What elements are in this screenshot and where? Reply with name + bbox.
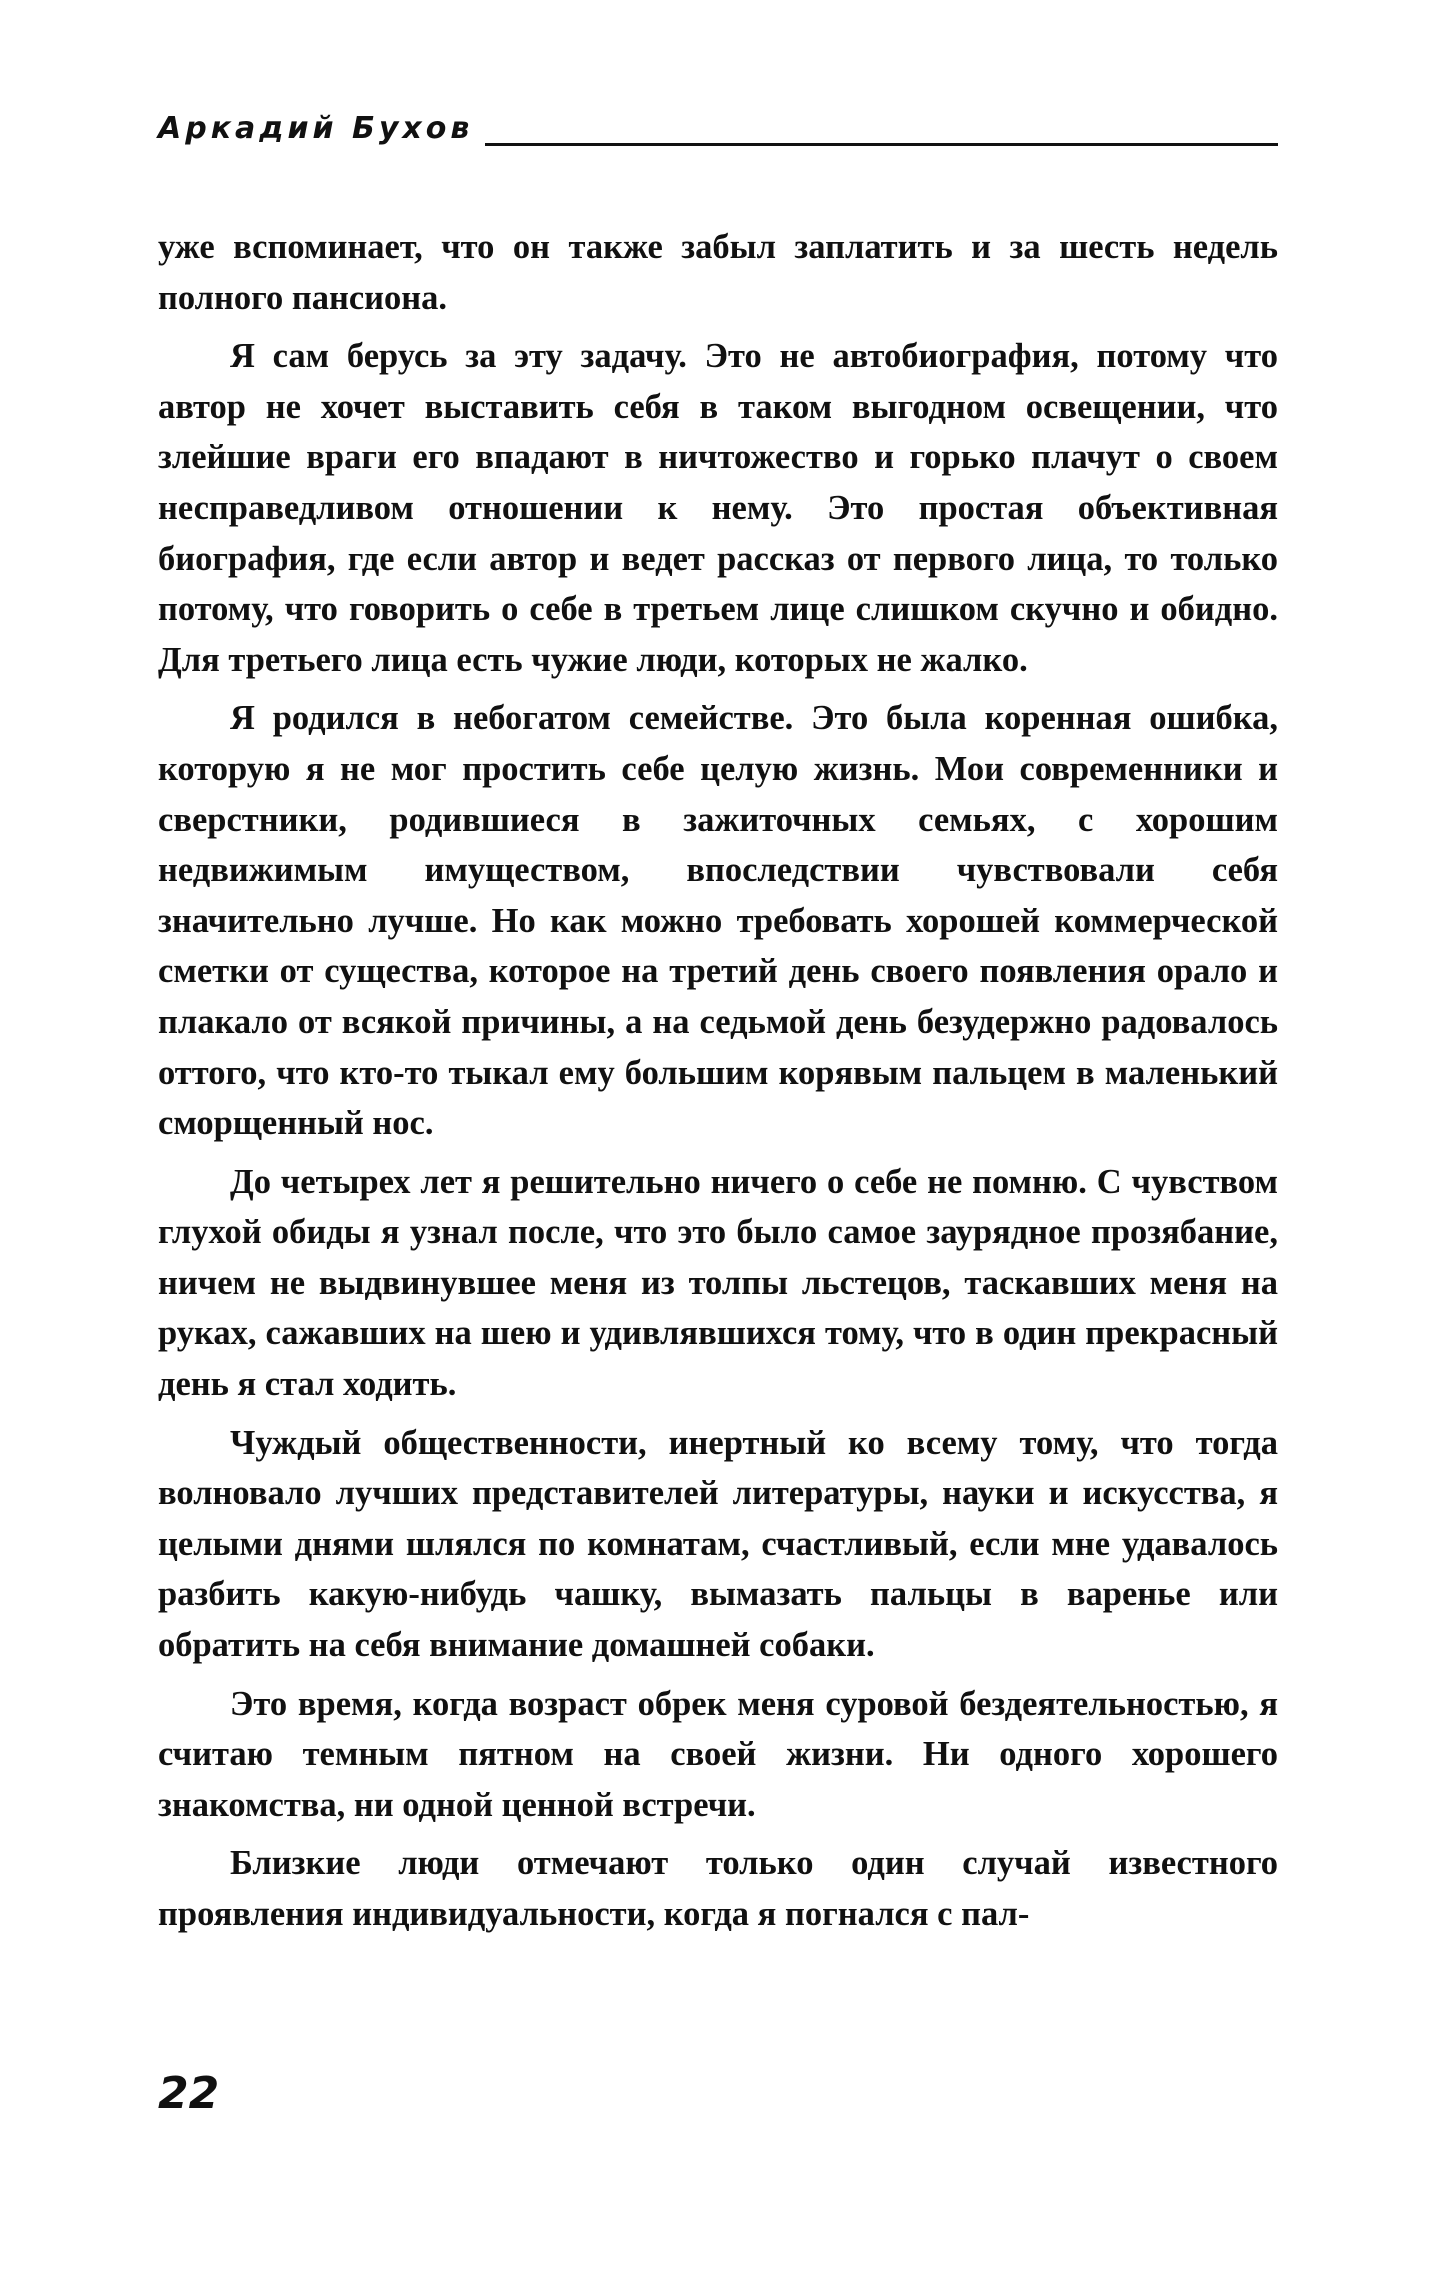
- body-text: [158, 222, 1278, 1948]
- header-author: Аркадий Бухов: [158, 111, 474, 146]
- paragraph: Близкие люди отмечают только один случай известного проявления индивидуальности, когда я погнался с пал-: [158, 1844, 1278, 1933]
- page-number: 22: [158, 2068, 220, 2119]
- paragraph: Я сам берусь за эту задачу. Это не автобиография, потому что автор не хочет выставить себя в таком выгодном освещении, что злейшие враги его впадают в ничтожество и горько плачут о своем несправедливом отношении к нему. Это простая объективная биография, где если автор и ведет рассказ от первого лица, то только потому, что говорить о себе в третьем лице слишком скучно и обидно. Для третьего лица есть чужие люди, которых не жалко.: [158, 337, 1278, 679]
- paragraph: До четырех лет я решительно ничего о себе не помню. С чувством глухой обиды я узнал после, что это было самое заурядное прозябание, ничем не выдвинувшее меня из толпы льстецов, таскавших меня на руках, сажавших на шею и удивлявшихся тому, что в один прекрасный день я стал ходить.: [158, 1162, 1278, 1404]
- paragraph: Чуждый общественности, инертный ко всему тому, что тогда волновало лучших представителей литературы, науки и искусства, я целыми днями шлялся по комнатам, счастливый, если мне удавалось разбить какую-нибудь чашку, вымазать пальцы в варенье или обратить на себя внимание домашней собаки.: [158, 1423, 1278, 1665]
- header-rule: [485, 143, 1278, 146]
- paragraph: Я родился в небогатом семействе. Это была коренная ошибка, которую я не мог простить себе целую жизнь. Мои современники и сверстники, родившиеся в зажиточных семьях, с хорошим недвижимым имуществом, впоследствии чувствовали себя значительно лучше. Но как можно требовать хорошей коммерческой сметки от существа, которое на третий день своего появления орало и плакало от всякой причины, а на седьмой день безудержно радовалось оттого, что кто-то тыкал ему большим корявым пальцем в маленький сморщенный нос.: [158, 699, 1278, 1143]
- paragraph: Это время, когда возраст обрек меня суровой бездеятельностью, я считаю темным пятном на своей жизни. Ни одного хорошего знакомства, ни одной ценной встречи.: [158, 1684, 1278, 1824]
- paragraph: уже вспоминает, что он также забыл заплатить и за шесть недель полного пансиона.: [158, 228, 1278, 317]
- running-header: [158, 108, 1278, 148]
